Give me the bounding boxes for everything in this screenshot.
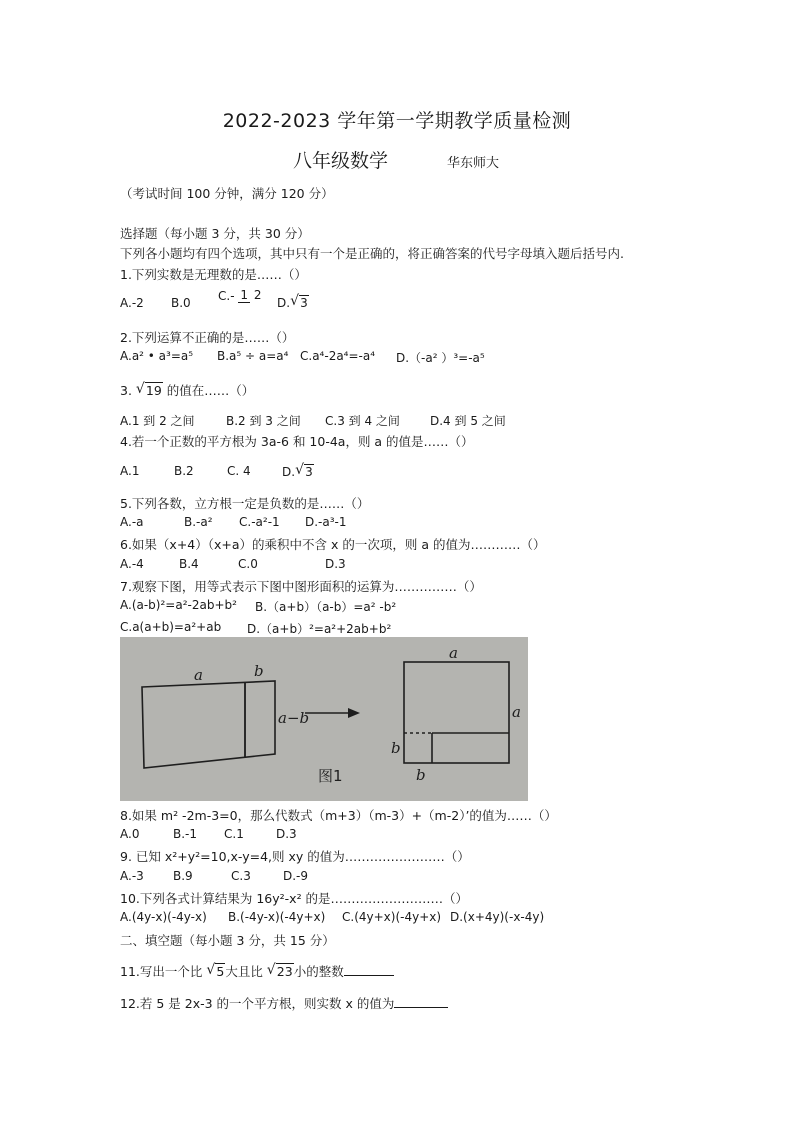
q1-option-c-prefix: C.- — [218, 288, 235, 303]
label-b-side: b — [391, 739, 401, 757]
q1-stem: 1.下列实数是无理数的是……（） — [120, 267, 307, 282]
figure-1-svg — [120, 637, 528, 801]
q7-option-b: B.（a+b）（a-b）=a² -b² — [255, 600, 397, 614]
label-b-left: b — [254, 662, 264, 680]
q10-option-a: A.(4y-x)(-4y-x) — [120, 910, 207, 924]
q11-mid: 大且比 — [225, 964, 267, 979]
q6-option-a: A.-4 — [120, 557, 144, 571]
q9-option-c: C.3 — [231, 869, 251, 883]
section1-heading: 选择题（每小题 3 分，共 30 分） — [120, 226, 310, 241]
exam-info: （考试时间 100 分钟，满分 120 分） — [120, 186, 334, 201]
answer-blank[interactable] — [394, 996, 448, 1008]
q8-stem: 8.如果 m² -2m-3=0，那么代数式（m+3）（m-3）+（m-2）’的值为……（） — [120, 808, 557, 823]
sqrt-symbol — [136, 383, 163, 398]
q9-option-b: B.9 — [173, 869, 193, 883]
section2-heading: 二、填空题（每小题 3 分，共 15 分） — [120, 933, 335, 948]
q3-option-c: C.3 到 4 之间 — [325, 414, 400, 428]
label-a-right: a — [512, 703, 521, 721]
sqrt-symbol — [290, 295, 309, 310]
q7-option-c: C.a(a+b)=a²+ab — [120, 620, 222, 634]
q10-stem: 10.下列各式计算结果为 16y²-x² 的是………………………（） — [120, 891, 469, 906]
q2-option-a: A.a² • a³=a⁵ — [120, 349, 194, 363]
q4-option-d-prefix: D. — [282, 465, 296, 479]
q5-option-b: B.-a² — [184, 515, 213, 529]
q1-option-d-prefix: D. — [277, 296, 291, 310]
q12-text — [120, 994, 448, 1012]
q7-option-d: D.（a+b）²=a²+2ab+b² — [247, 622, 392, 636]
figure-1 — [120, 637, 528, 801]
q4-option-c: C. 4 — [227, 464, 251, 478]
q2-option-c: C.a⁴-2a⁴=-a⁴ — [300, 349, 376, 363]
q6-option-d: D.3 — [325, 557, 346, 571]
q4-option-d — [282, 464, 314, 479]
q12-stem: 12.若 5 是 2x-3 的一个平方根，则实数 x 的值为 — [120, 996, 395, 1011]
q4-option-a: A.1 — [120, 464, 140, 478]
q9-option-a: A.-3 — [120, 869, 144, 883]
q1-fraction-den: 2 — [253, 287, 262, 302]
q2-option-d: D.（-a² ）³=-a⁵ — [396, 351, 485, 365]
q1-fraction — [238, 289, 261, 303]
q8-option-d: D.3 — [276, 827, 297, 841]
q8-option-c: C.1 — [224, 827, 244, 841]
q1-fraction-num: 1 — [240, 287, 248, 302]
sqrt-symbol — [295, 464, 314, 479]
q10-option-d: D.(x+4y)(-x-4y) — [450, 910, 545, 924]
q3-stem-prefix: 3. — [120, 383, 136, 398]
q1-option-b: B.0 — [171, 296, 191, 310]
exam-subtitle: 八年级数学 — [293, 150, 389, 172]
q5-option-c: C.-a²-1 — [239, 515, 280, 529]
sqrt-symbol — [206, 964, 225, 979]
q3-option-d: D.4 到 5 之间 — [430, 414, 506, 428]
section1-instructions: 下列各小题均有四个选项，其中只有一个是正确的，将正确答案的代号字母填入题后括号内. — [120, 246, 624, 261]
q3-radicand: 19 — [145, 383, 162, 398]
q1-radicand: 3 — [300, 296, 308, 310]
q9-stem: 9. 已知 x²+y²=10,x-y=4,则 xy 的值为……………………（） — [120, 849, 470, 864]
q3-stem — [120, 381, 254, 399]
q11-suffix: 小的整数 — [293, 964, 344, 979]
arrow-head — [348, 708, 360, 718]
label-a-top: a — [449, 644, 458, 662]
q3-stem-suffix: 的值在……（） — [162, 383, 255, 398]
q2-stem: 2.下列运算不正确的是……（） — [120, 330, 295, 345]
publisher-label: 华东师大 — [447, 156, 500, 171]
q7-stem: 7.观察下图，用等式表示下图中图形面积的运算为……………（） — [120, 579, 482, 594]
q7-option-a: A.(a-b)²=a²-2ab+b² — [120, 598, 237, 612]
q11-radicand-1: 5 — [216, 964, 225, 979]
label-a-left: a — [194, 666, 203, 684]
figure-caption: 图1 — [318, 767, 343, 785]
q8-option-b: B.-1 — [173, 827, 198, 841]
q3-option-b: B.2 到 3 之间 — [226, 414, 301, 428]
q6-option-b: B.4 — [179, 557, 199, 571]
q5-option-d: D.-a³-1 — [305, 515, 347, 529]
right-square — [404, 662, 509, 763]
q4-radicand: 3 — [305, 465, 313, 479]
q1-option-c — [218, 288, 261, 303]
q11-radicand-2: 23 — [276, 964, 293, 979]
left-shape — [142, 681, 275, 768]
q3-option-a: A.1 到 2 之间 — [120, 414, 195, 428]
label-b-bottom: b — [416, 766, 426, 784]
q4-option-b: B.2 — [174, 464, 194, 478]
exam-title: 2022-2023 学年第一学期教学质量检测 — [222, 110, 572, 132]
q10-option-c: C.(4y+x)(-4y+x) — [342, 910, 442, 924]
q6-option-c: C.0 — [238, 557, 258, 571]
q10-option-b: B.(-4y-x)(-4y+x) — [228, 910, 326, 924]
q9-option-d: D.-9 — [283, 869, 309, 883]
q5-stem: 5.下列各数，立方根一定是负数的是……（） — [120, 496, 370, 511]
q1-option-d — [277, 295, 309, 310]
label-amb: a−b — [278, 709, 310, 727]
q5-option-a: A.-a — [120, 515, 144, 529]
q6-stem: 6.如果（x+4）（x+a）的乘积中不含 x 的一次项，则 a 的值为…………（） — [120, 537, 546, 552]
answer-blank[interactable] — [344, 964, 394, 976]
q8-option-a: A.0 — [120, 827, 140, 841]
q2-option-b: B.a⁵ ÷ a=a⁴ — [217, 349, 289, 363]
q1-option-a: A.-2 — [120, 296, 144, 310]
q4-stem: 4.若一个正数的平方根为 3a-6 和 10-4a，则 a 的值是……（） — [120, 434, 474, 449]
sqrt-symbol — [267, 964, 294, 979]
q11-prefix: 11.写出一个比 — [120, 964, 207, 979]
q11-text — [120, 962, 394, 980]
